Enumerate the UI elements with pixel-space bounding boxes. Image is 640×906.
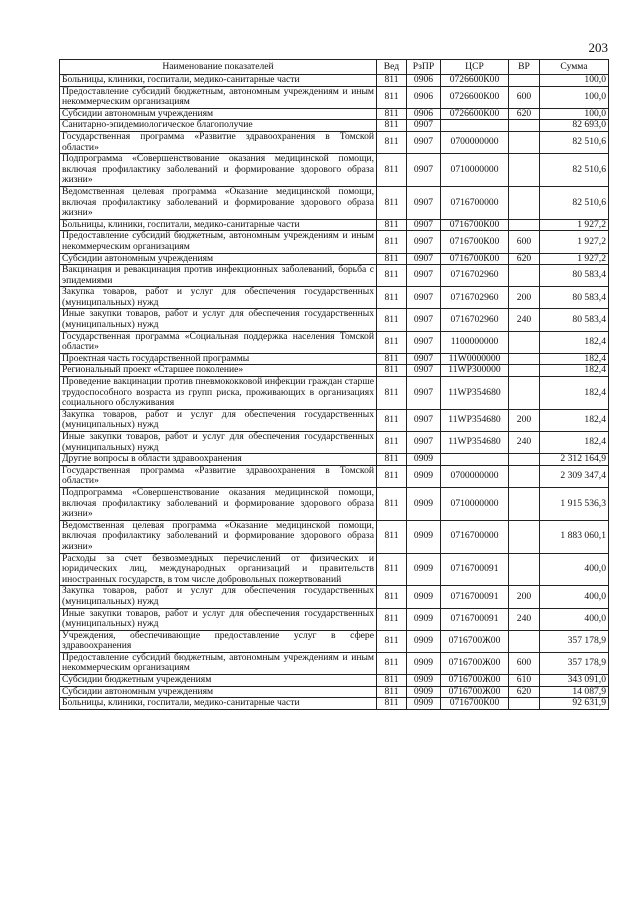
- cell-name: Подпрограмма «Совершенствование оказания медицинской помощи, включая профилактику заболеваний и формирование здорового образа жизни»: [60, 154, 377, 187]
- cell-ved: 811: [377, 231, 407, 253]
- cell-vr: [509, 454, 540, 466]
- cell-ved: 811: [377, 154, 407, 187]
- cell-vr: 600: [509, 652, 540, 674]
- cell-ved: 811: [377, 253, 407, 265]
- cell-rzpr: 0907: [407, 265, 441, 287]
- cell-sum: 92 631,9: [540, 698, 609, 710]
- table-row: [60, 365, 609, 377]
- cell-csr: 11WP354680: [441, 377, 509, 410]
- cell-csr: 0716700000: [441, 186, 509, 219]
- cell-vr: 200: [509, 287, 540, 309]
- cell-ved: 811: [377, 186, 407, 219]
- cell-vr: [509, 377, 540, 410]
- cell-csr: 0716700091: [441, 586, 509, 608]
- cell-rzpr: 0909: [407, 454, 441, 466]
- cell-ved: 811: [377, 586, 407, 608]
- cell-name: Региональный проект «Старшее поколение»: [60, 365, 377, 377]
- cell-sum: 343 091,0: [540, 675, 609, 687]
- cell-name: Больницы, клиники, госпитали, медико-санитарные части: [60, 698, 377, 710]
- cell-ved: 811: [377, 698, 407, 710]
- cell-vr: 620: [509, 686, 540, 698]
- cell-sum: 80 583,4: [540, 309, 609, 331]
- table-row: [60, 465, 609, 487]
- cell-sum: 182,4: [540, 365, 609, 377]
- table-row: [60, 331, 609, 353]
- cell-rzpr: 0909: [407, 608, 441, 630]
- cell-rzpr: 0907: [407, 365, 441, 377]
- cell-ved: 811: [377, 219, 407, 231]
- cell-rzpr: 0909: [407, 586, 441, 608]
- cell-csr: 0716700К00: [441, 698, 509, 710]
- cell-rzpr: 0909: [407, 520, 441, 553]
- cell-csr: 11W0000000: [441, 353, 509, 365]
- cell-ved: 811: [377, 487, 407, 520]
- cell-ved: 811: [377, 331, 407, 353]
- cell-name: Вакцинация и ревакцинация против инфекционных заболеваний, борьба с эпидемиями: [60, 265, 377, 287]
- table-row: [60, 86, 609, 108]
- cell-sum: 1 883 060,1: [540, 520, 609, 553]
- cell-rzpr: 0909: [407, 465, 441, 487]
- cell-vr: 600: [509, 231, 540, 253]
- cell-vr: [509, 219, 540, 231]
- table-row: [60, 608, 609, 630]
- cell-ved: 811: [377, 432, 407, 454]
- cell-name: Расходы за счет безвозмездных перечислений от физических и юридических лиц, международных организаций и правительств иностранных государств, в том числе добровольных пожертвований: [60, 553, 377, 586]
- cell-vr: [509, 630, 540, 652]
- table-row: [60, 253, 609, 265]
- cell-name: Подпрограмма «Совершенствование оказания медицинской помощи, включая профилактику заболеваний и формирование здорового образа жизни»: [60, 487, 377, 520]
- cell-ved: 811: [377, 265, 407, 287]
- cell-rzpr: 0909: [407, 487, 441, 520]
- cell-csr: 0716700К00: [441, 231, 509, 253]
- cell-sum: 182,4: [540, 432, 609, 454]
- cell-sum: 80 583,4: [540, 265, 609, 287]
- cell-ved: 811: [377, 365, 407, 377]
- cell-ved: 811: [377, 686, 407, 698]
- cell-rzpr: 0907: [407, 377, 441, 410]
- cell-csr: 0710000000: [441, 487, 509, 520]
- cell-rzpr: 0907: [407, 309, 441, 331]
- cell-rzpr: 0909: [407, 675, 441, 687]
- cell-csr: 11WP300000: [441, 365, 509, 377]
- cell-rzpr: 0909: [407, 698, 441, 710]
- cell-sum: 82 693,0: [540, 120, 609, 132]
- cell-vr: 200: [509, 409, 540, 431]
- cell-name: Иные закупки товаров, работ и услуг для обеспечения государственных (муниципальных) нужд: [60, 309, 377, 331]
- header-rzpr: РзПР: [407, 60, 441, 75]
- cell-vr: 620: [509, 108, 540, 120]
- cell-sum: 182,4: [540, 353, 609, 365]
- cell-vr: [509, 331, 540, 353]
- cell-sum: 1 927,2: [540, 253, 609, 265]
- cell-vr: 610: [509, 675, 540, 687]
- cell-vr: [509, 186, 540, 219]
- cell-name: Субсидии автономным учреждениям: [60, 108, 377, 120]
- cell-sum: 400,0: [540, 608, 609, 630]
- cell-ved: 811: [377, 675, 407, 687]
- budget-table: [59, 59, 609, 710]
- cell-vr: [509, 265, 540, 287]
- table-row: [60, 75, 609, 87]
- cell-csr: 11WP354680: [441, 432, 509, 454]
- table-row: [60, 309, 609, 331]
- cell-csr: 0716700Ж00: [441, 686, 509, 698]
- table-row: [60, 586, 609, 608]
- cell-ved: 811: [377, 454, 407, 466]
- cell-rzpr: 0906: [407, 75, 441, 87]
- cell-ved: 811: [377, 520, 407, 553]
- cell-name: Субсидии автономным учреждениям: [60, 253, 377, 265]
- cell-vr: [509, 75, 540, 87]
- table-row: [60, 698, 609, 710]
- cell-ved: 811: [377, 553, 407, 586]
- cell-name: Иные закупки товаров, работ и услуг для обеспечения государственных (муниципальных) нужд: [60, 432, 377, 454]
- cell-csr: 0716700Ж00: [441, 675, 509, 687]
- cell-csr: [441, 120, 509, 132]
- cell-vr: [509, 353, 540, 365]
- cell-rzpr: 0909: [407, 652, 441, 674]
- cell-vr: [509, 365, 540, 377]
- cell-rzpr: 0909: [407, 686, 441, 698]
- table-row: [60, 353, 609, 365]
- cell-vr: 620: [509, 253, 540, 265]
- cell-csr: 0716702960: [441, 287, 509, 309]
- table-row: [60, 675, 609, 687]
- cell-vr: [509, 487, 540, 520]
- cell-sum: 182,4: [540, 409, 609, 431]
- cell-vr: 200: [509, 586, 540, 608]
- cell-rzpr: 0907: [407, 432, 441, 454]
- cell-sum: 14 087,9: [540, 686, 609, 698]
- cell-sum: 100,0: [540, 75, 609, 87]
- cell-sum: 82 510,6: [540, 186, 609, 219]
- cell-ved: 811: [377, 608, 407, 630]
- cell-name: Больницы, клиники, госпитали, медико-санитарные части: [60, 75, 377, 87]
- table-row: [60, 287, 609, 309]
- cell-csr: 0700000000: [441, 131, 509, 153]
- cell-vr: [509, 120, 540, 132]
- cell-name: Субсидии автономным учреждениям: [60, 686, 377, 698]
- table-row: [60, 487, 609, 520]
- cell-name: Государственная программа «Социальная поддержка населения Томской области»: [60, 331, 377, 353]
- cell-name: Учреждения, обеспечивающие предоставление услуг в сфере здравоохранения: [60, 630, 377, 652]
- table-row: [60, 686, 609, 698]
- table-row: [60, 120, 609, 132]
- cell-vr: 240: [509, 432, 540, 454]
- cell-vr: [509, 154, 540, 187]
- cell-name: Закупка товаров, работ и услуг для обеспечения государственных (муниципальных) нужд: [60, 287, 377, 309]
- cell-ved: 811: [377, 353, 407, 365]
- cell-rzpr: 0907: [407, 131, 441, 153]
- table-body: [60, 75, 609, 710]
- cell-csr: 0716702960: [441, 265, 509, 287]
- cell-csr: 0716702960: [441, 309, 509, 331]
- cell-name: Другие вопросы в области здравоохранения: [60, 454, 377, 466]
- cell-name: Ведомственная целевая программа «Оказание медицинской помощи, включая профилактику заболеваний и формирование здорового образа жизни»: [60, 520, 377, 553]
- cell-ved: 811: [377, 86, 407, 108]
- header-sum: Сумма: [540, 60, 609, 75]
- cell-name: Больницы, клиники, госпитали, медико-санитарные части: [60, 219, 377, 231]
- table-row: [60, 520, 609, 553]
- cell-csr: 0716700К00: [441, 253, 509, 265]
- cell-rzpr: 0907: [407, 331, 441, 353]
- cell-name: Проведение вакцинации против пневмококковой инфекции граждан старше трудоспособного возраста из групп риска, проживающих в организациях социального обслуживания: [60, 377, 377, 410]
- cell-ved: 811: [377, 108, 407, 120]
- cell-vr: [509, 465, 540, 487]
- cell-csr: [441, 454, 509, 466]
- cell-csr: 1100000000: [441, 331, 509, 353]
- cell-ved: 811: [377, 465, 407, 487]
- cell-name: Предоставление субсидий бюджетным, автономным учреждениям и иным некоммерческим организациям: [60, 652, 377, 674]
- cell-csr: 0716700Ж00: [441, 630, 509, 652]
- table-row: [60, 219, 609, 231]
- cell-csr: 11WP354680: [441, 409, 509, 431]
- cell-ved: 811: [377, 131, 407, 153]
- cell-vr: 240: [509, 309, 540, 331]
- cell-name: Государственная программа «Развитие здравоохранения в Томской области»: [60, 131, 377, 153]
- cell-sum: 82 510,6: [540, 154, 609, 187]
- header-name: Наименование показателей: [60, 60, 377, 75]
- cell-vr: [509, 698, 540, 710]
- cell-rzpr: 0909: [407, 630, 441, 652]
- table-row: [60, 154, 609, 187]
- table-row: [60, 652, 609, 674]
- cell-sum: 182,4: [540, 331, 609, 353]
- cell-rzpr: 0909: [407, 553, 441, 586]
- table-row: [60, 231, 609, 253]
- cell-sum: 357 178,9: [540, 630, 609, 652]
- cell-ved: 811: [377, 630, 407, 652]
- cell-sum: 400,0: [540, 586, 609, 608]
- cell-csr: 0716700Ж00: [441, 652, 509, 674]
- page-number: 203: [588, 40, 608, 55]
- cell-sum: 100,0: [540, 86, 609, 108]
- table-header-row: [60, 60, 609, 75]
- table-row: [60, 377, 609, 410]
- table-row: [60, 630, 609, 652]
- cell-vr: [509, 553, 540, 586]
- cell-sum: 80 583,4: [540, 287, 609, 309]
- cell-name: Субсидии бюджетным учреждениям: [60, 675, 377, 687]
- cell-ved: 811: [377, 377, 407, 410]
- header-csr: ЦСР: [441, 60, 509, 75]
- cell-sum: 2 309 347,4: [540, 465, 609, 487]
- cell-rzpr: 0907: [407, 409, 441, 431]
- cell-rzpr: 0907: [407, 353, 441, 365]
- cell-sum: 1 927,2: [540, 231, 609, 253]
- cell-vr: [509, 131, 540, 153]
- cell-rzpr: 0907: [407, 154, 441, 187]
- cell-name: Закупка товаров, работ и услуг для обеспечения государственных (муниципальных) нужд: [60, 586, 377, 608]
- table-row: [60, 265, 609, 287]
- cell-name: Предоставление субсидий бюджетным, автономным учреждениям и иным некоммерческим организациям: [60, 231, 377, 253]
- table-row: [60, 131, 609, 153]
- cell-sum: 357 178,9: [540, 652, 609, 674]
- table-row: [60, 553, 609, 586]
- cell-sum: 400,0: [540, 553, 609, 586]
- cell-sum: 182,4: [540, 377, 609, 410]
- header-ved: Вед: [377, 60, 407, 75]
- cell-vr: 240: [509, 608, 540, 630]
- cell-rzpr: 0907: [407, 287, 441, 309]
- cell-sum: 1 927,2: [540, 219, 609, 231]
- cell-csr: 0716700000: [441, 520, 509, 553]
- cell-name: Закупка товаров, работ и услуг для обеспечения государственных (муниципальных) нужд: [60, 409, 377, 431]
- cell-rzpr: 0906: [407, 86, 441, 108]
- header-vr: ВР: [509, 60, 540, 75]
- cell-csr: 0700000000: [441, 465, 509, 487]
- table-row: [60, 108, 609, 120]
- table-row: [60, 186, 609, 219]
- cell-vr: 600: [509, 86, 540, 108]
- cell-rzpr: 0907: [407, 186, 441, 219]
- cell-rzpr: 0907: [407, 219, 441, 231]
- cell-name: Государственная программа «Развитие здравоохранения в Томской области»: [60, 465, 377, 487]
- cell-csr: 0710000000: [441, 154, 509, 187]
- cell-sum: 100,0: [540, 108, 609, 120]
- table-row: [60, 409, 609, 431]
- cell-name: Проектная часть государственной программы: [60, 353, 377, 365]
- cell-sum: 1 915 536,3: [540, 487, 609, 520]
- cell-name: Ведомственная целевая программа «Оказание медицинской помощи, включая профилактику заболеваний и формирование здорового образа жизни»: [60, 186, 377, 219]
- cell-csr: 0726600К00: [441, 75, 509, 87]
- cell-ved: 811: [377, 120, 407, 132]
- cell-csr: 0726600К00: [441, 86, 509, 108]
- cell-csr: 0726600К00: [441, 108, 509, 120]
- cell-csr: 0716700К00: [441, 219, 509, 231]
- cell-rzpr: 0906: [407, 108, 441, 120]
- cell-rzpr: 0907: [407, 231, 441, 253]
- cell-name: Иные закупки товаров, работ и услуг для обеспечения государственных (муниципальных) нужд: [60, 608, 377, 630]
- cell-ved: 811: [377, 287, 407, 309]
- cell-csr: 0716700091: [441, 608, 509, 630]
- cell-ved: 811: [377, 309, 407, 331]
- cell-sum: 82 510,6: [540, 131, 609, 153]
- cell-vr: [509, 520, 540, 553]
- cell-sum: 2 312 164,9: [540, 454, 609, 466]
- cell-csr: 0716700091: [441, 553, 509, 586]
- table-row: [60, 432, 609, 454]
- cell-ved: 811: [377, 75, 407, 87]
- cell-rzpr: 0907: [407, 120, 441, 132]
- table-row: [60, 454, 609, 466]
- cell-rzpr: 0907: [407, 253, 441, 265]
- cell-ved: 811: [377, 409, 407, 431]
- cell-ved: 811: [377, 652, 407, 674]
- cell-name: Санитарно-эпидемиологическое благополучие: [60, 120, 377, 132]
- cell-name: Предоставление субсидий бюджетным, автономным учреждениям и иным некоммерческим организациям: [60, 86, 377, 108]
